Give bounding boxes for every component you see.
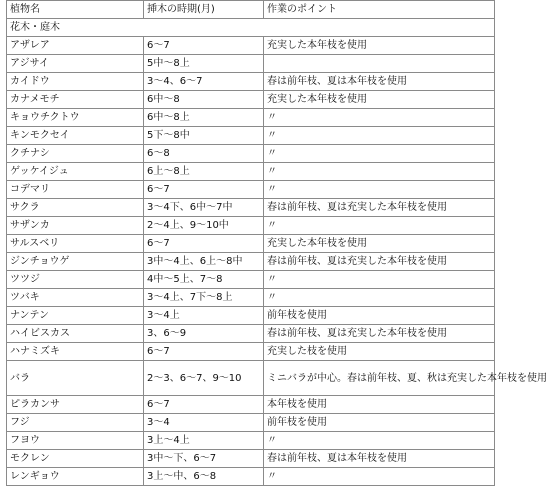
header-work-points: 作業のポイント <box>264 1 495 19</box>
cutting-period-cell: 3上〜4上 <box>144 432 264 450</box>
plant-name-cell: コデマリ <box>7 181 144 199</box>
cutting-period-cell: 3〜4上 <box>144 307 264 325</box>
work-points-cell: 本年枝を使用 <box>264 396 495 414</box>
section-label: 花木・庭木 <box>7 19 495 37</box>
table-row <box>7 163 495 181</box>
work-points-cell <box>264 55 495 73</box>
plant-name-cell: クチナシ <box>7 145 144 163</box>
section-row <box>7 19 495 37</box>
work-points-cell: 充実した枝を使用 <box>264 343 495 361</box>
cutting-period-cell: 6〜7 <box>144 235 264 253</box>
work-points-cell: 〃 <box>264 432 495 450</box>
table-row <box>7 145 495 163</box>
plant-name-cell: モクレン <box>7 450 144 468</box>
table-row <box>7 253 495 271</box>
work-points-cell: 充実した本年枝を使用 <box>264 37 495 55</box>
cutting-schedule-table <box>6 0 547 486</box>
cutting-period-cell: 5中〜8上 <box>144 55 264 73</box>
plant-name-cell: カイドウ <box>7 73 144 91</box>
cutting-period-cell: 2〜3、6〜7、9〜10 <box>144 361 264 396</box>
cutting-period-cell: 3上〜中、6〜8 <box>144 468 264 486</box>
plant-name-cell: フジ <box>7 414 144 432</box>
cutting-period-cell: 6〜7 <box>144 37 264 55</box>
plant-name-cell: カナメモチ <box>7 91 144 109</box>
plant-name-cell: ハイビスカス <box>7 325 144 343</box>
work-points-cell: 〃 <box>264 468 495 486</box>
plant-name-cell: バラ <box>7 361 144 396</box>
work-points-cell: 春は前年枝、夏は充実した本年枝を使用 <box>264 325 495 343</box>
table-row <box>7 432 495 450</box>
cutting-period-cell: 3、6〜9 <box>144 325 264 343</box>
table-row <box>7 468 495 486</box>
plant-name-cell: ツツジ <box>7 271 144 289</box>
table-row <box>7 199 495 217</box>
table-row <box>7 37 495 55</box>
cutting-period-cell: 4中〜5上、7〜8 <box>144 271 264 289</box>
plant-name-cell: ゲッケイジュ <box>7 163 144 181</box>
plant-name-cell: サクラ <box>7 199 144 217</box>
cutting-period-cell: 6〜7 <box>144 343 264 361</box>
plant-name-cell: サルスベリ <box>7 235 144 253</box>
header-cutting-period: 挿木の時期(月) <box>144 1 264 19</box>
plant-name-cell: レンギョウ <box>7 468 144 486</box>
table-row <box>7 91 495 109</box>
table-header-row <box>7 1 495 19</box>
plant-name-cell: ハナミズキ <box>7 343 144 361</box>
cutting-period-cell: 3中〜4上、6上〜8中 <box>144 253 264 271</box>
table-container <box>6 0 547 486</box>
plant-name-cell: キンモクセイ <box>7 127 144 145</box>
table-row <box>7 450 495 468</box>
work-points-cell: ミニバラが中心。春は前年枝、夏、秋は充実した本年枝を使用 <box>264 361 495 396</box>
plant-name-cell: ナンテン <box>7 307 144 325</box>
work-points-cell: 〃 <box>264 163 495 181</box>
cutting-period-cell: 2〜4上、9〜10中 <box>144 217 264 235</box>
plant-name-cell: アジサイ <box>7 55 144 73</box>
table-row <box>7 396 495 414</box>
cutting-period-cell: 6〜7 <box>144 396 264 414</box>
cutting-period-cell: 6上〜8上 <box>144 163 264 181</box>
table-row <box>7 307 495 325</box>
work-points-cell: 前年枝を使用 <box>264 307 495 325</box>
work-points-cell: 充実した本年枝を使用 <box>264 91 495 109</box>
work-points-cell: 〃 <box>264 289 495 307</box>
table-row <box>7 343 495 361</box>
work-points-cell: 〃 <box>264 217 495 235</box>
work-points-cell: 充実した本年枝を使用 <box>264 235 495 253</box>
work-points-cell: 春は前年枝、夏は充実した本年枝を使用 <box>264 253 495 271</box>
table-row <box>7 235 495 253</box>
table-row <box>7 109 495 127</box>
cutting-period-cell: 3中〜下、6〜7 <box>144 450 264 468</box>
cutting-period-cell: 3〜4、6〜7 <box>144 73 264 91</box>
cutting-period-cell: 3〜4上、7下〜8上 <box>144 289 264 307</box>
work-points-cell: 〃 <box>264 271 495 289</box>
cutting-period-cell: 5下〜8中 <box>144 127 264 145</box>
table-row <box>7 414 495 432</box>
plant-name-cell: ピラカンサ <box>7 396 144 414</box>
work-points-cell: 〃 <box>264 145 495 163</box>
table-row <box>7 361 495 396</box>
table-row <box>7 325 495 343</box>
cutting-period-cell: 6〜8 <box>144 145 264 163</box>
work-points-cell: 〃 <box>264 127 495 145</box>
work-points-cell: 〃 <box>264 181 495 199</box>
plant-name-cell: キョウチクトウ <box>7 109 144 127</box>
header-plant-name: 植物名 <box>7 1 144 19</box>
plant-name-cell: ツバキ <box>7 289 144 307</box>
work-points-cell: 春は前年枝、夏は充実した本年枝を使用 <box>264 199 495 217</box>
cutting-period-cell: 6中〜8 <box>144 91 264 109</box>
cutting-period-cell: 3〜4下、6中〜7中 <box>144 199 264 217</box>
work-points-cell: 春は前年枝、夏は本年枝を使用 <box>264 73 495 91</box>
table-row <box>7 289 495 307</box>
work-points-cell: 〃 <box>264 109 495 127</box>
table-row <box>7 181 495 199</box>
work-points-cell: 春は前年枝、夏は本年枝を使用 <box>264 450 495 468</box>
table-row <box>7 271 495 289</box>
table-row <box>7 217 495 235</box>
table-row <box>7 55 495 73</box>
plant-name-cell: フヨウ <box>7 432 144 450</box>
plant-name-cell: ジンチョウゲ <box>7 253 144 271</box>
cutting-period-cell: 6〜7 <box>144 181 264 199</box>
work-points-cell: 前年枝を使用 <box>264 414 495 432</box>
plant-name-cell: サザンカ <box>7 217 144 235</box>
plant-name-cell: アザレア <box>7 37 144 55</box>
table-row <box>7 127 495 145</box>
cutting-period-cell: 6中〜8上 <box>144 109 264 127</box>
cutting-period-cell: 3〜4 <box>144 414 264 432</box>
table-row <box>7 73 495 91</box>
